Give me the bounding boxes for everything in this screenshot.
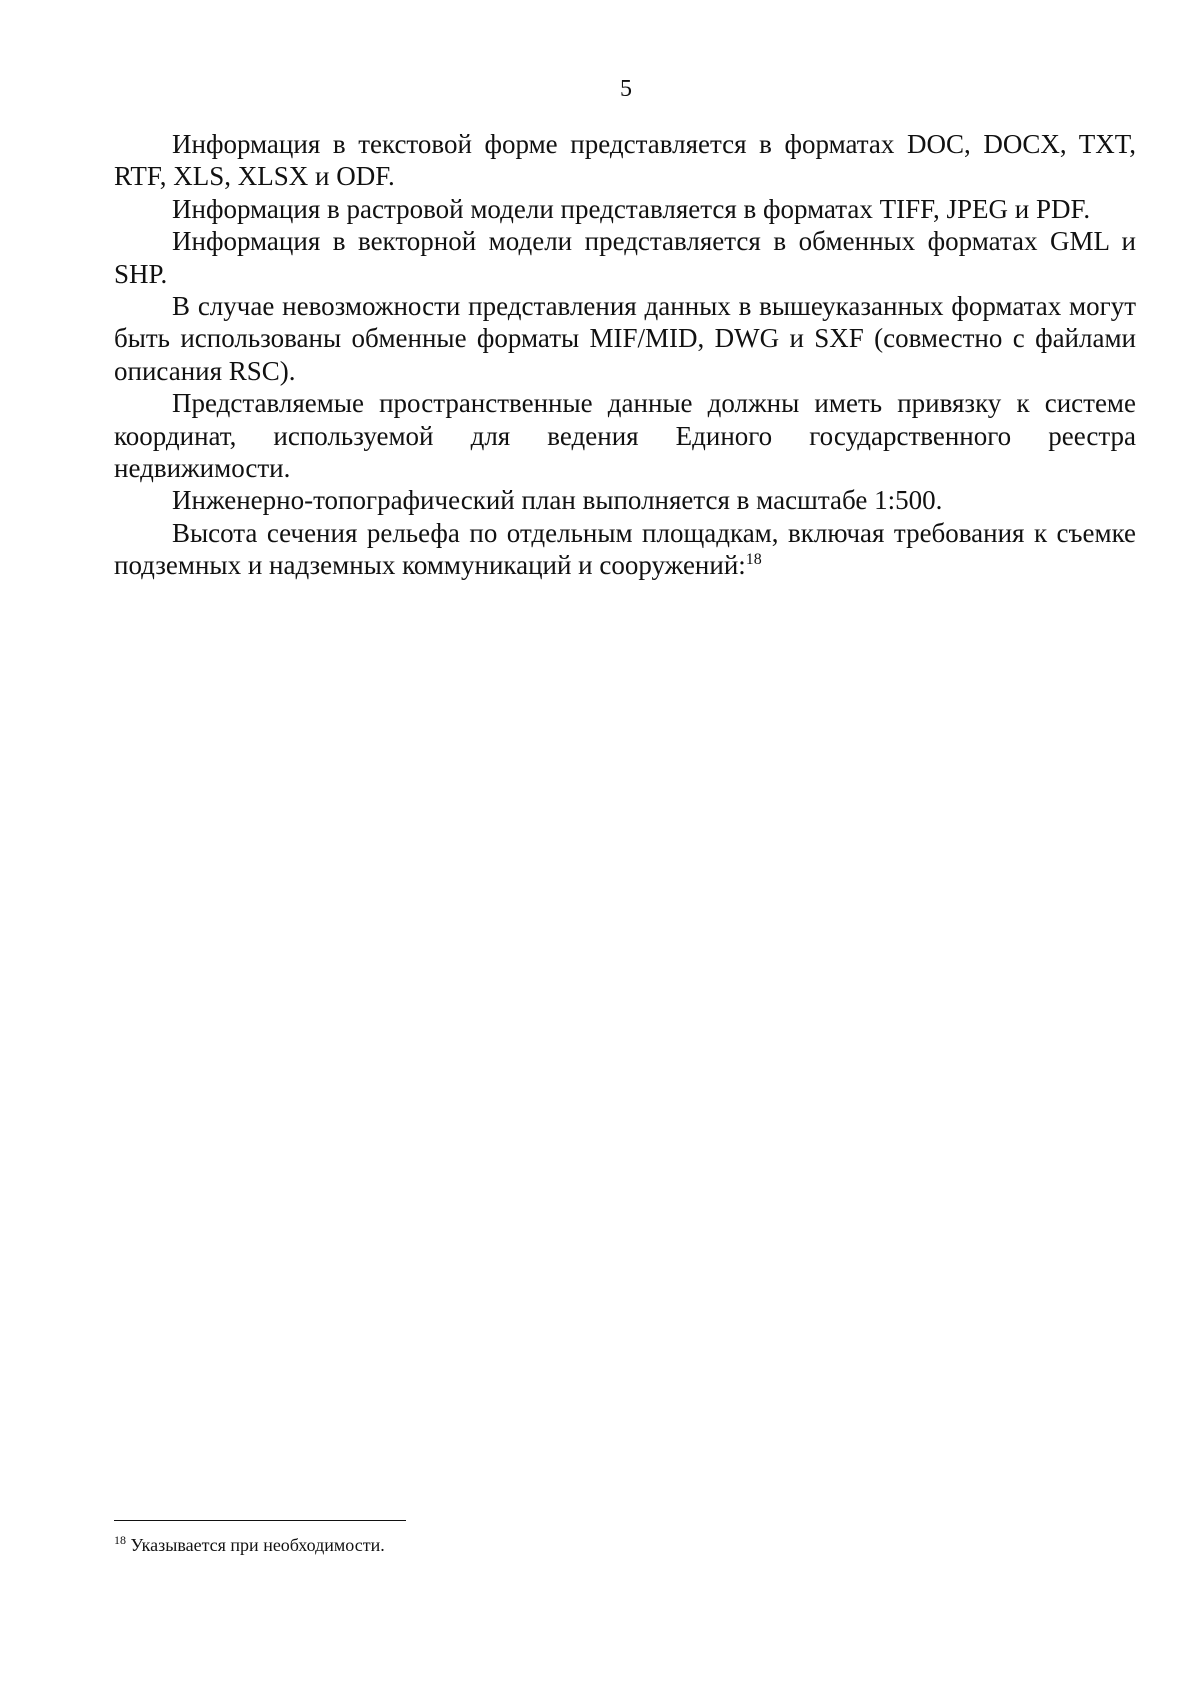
footnote-text: Указывается при необходимости. <box>126 1535 385 1555</box>
paragraph-coordinate-system: Представляемые пространственные данные должны иметь привязку к системе координат, используемой для ведения Единого государственного реестра недвижимости. <box>114 388 1136 484</box>
paragraph-alternative-formats: В случае невозможности представления данных в вышеуказанных форматах могут быть использованы обменные форматы MIF/MID, DWG и SXF (совместно с файлами описания RSC). <box>114 291 1136 386</box>
footnote-separator <box>114 1520 406 1521</box>
paragraph-plan-scale: Инженерно-топографический план выполняется в масштабе 1:500. <box>172 485 943 516</box>
footnote-reference: 18 <box>745 551 762 569</box>
footnote-marker: 18 <box>114 1533 126 1547</box>
body-text <box>114 128 1136 582</box>
paragraph-text-formats: Информация в текстовой форме представляется в форматах DOC, DOCX, TXT, RTF, XLS, XLSX и ODF. <box>114 129 1136 192</box>
paragraph-vector-formats: Информация в векторной модели представляется в обменных форматах GML и SHP. <box>114 226 1136 289</box>
paragraph-relief-section-text: Высота сечения рельефа по отдельным площадкам, включая требования к съемке подземных и надземных коммуникаций и сооружений: <box>114 517 1136 581</box>
paragraph-relief-section <box>114 517 1136 582</box>
footnote <box>114 1533 1136 1557</box>
page-number: 5 <box>620 76 632 102</box>
paragraph-raster-formats: Информация в растровой модели представляется в форматах TIFF, JPEG и PDF. <box>172 193 1091 224</box>
